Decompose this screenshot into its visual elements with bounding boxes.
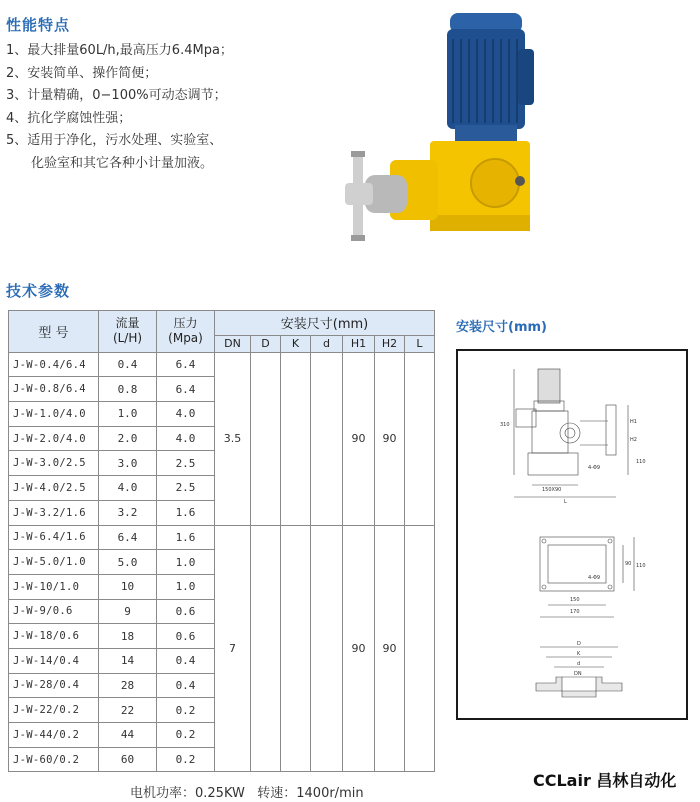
cell-model: J-W-3.2/1.6 <box>9 500 99 525</box>
cell-l <box>405 352 435 525</box>
pump-product-image <box>335 5 535 255</box>
cell-model: J-W-9/0.6 <box>9 599 99 624</box>
cell-flow: 22 <box>99 698 157 723</box>
cell-flow: 14 <box>99 648 157 673</box>
spec-table-body <box>9 352 435 772</box>
cell-pressure: 6.4 <box>157 352 215 377</box>
cell-k <box>281 525 311 772</box>
features-list <box>6 40 233 175</box>
feature-item: 3、计量精确，0−100%可动态调节； <box>6 88 227 103</box>
specs-title: 技术参数 <box>6 282 71 300</box>
header-l: L <box>405 335 435 352</box>
cell-model: J-W-28/0.4 <box>9 673 99 698</box>
cell-flow: 9 <box>99 599 157 624</box>
cell-model: J-W-22/0.2 <box>9 698 99 723</box>
cell-pressure: 2.5 <box>157 476 215 501</box>
cell-pressure: 0.6 <box>157 624 215 649</box>
cell-flow: 3.0 <box>99 451 157 476</box>
header-h1: H1 <box>343 335 375 352</box>
motor-spec-footer: 电机功率：0.25KW 转速：1400r/min <box>130 786 364 801</box>
cell-flow: 5.0 <box>99 550 157 575</box>
inlet-valve <box>353 203 363 237</box>
cell-model: J-W-14/0.4 <box>9 648 99 673</box>
cell-model: J-W-0.8/6.4 <box>9 377 99 402</box>
plan-dim-110: 110 <box>636 563 646 569</box>
cell-pressure: 0.2 <box>157 723 215 748</box>
feature-item: 5、适用于净化，污水处理、实验室、 <box>6 133 223 148</box>
header-install: 安装尺寸(mm) <box>215 311 435 336</box>
cell-flow: 18 <box>99 624 157 649</box>
feature-item: 2、安装简单、操作简便； <box>6 65 158 81</box>
cell-d-lower <box>311 352 343 525</box>
feature-item: 4、抗化学腐蚀性强； <box>6 110 132 126</box>
cell-model: J-W-0.4/6.4 <box>9 352 99 377</box>
cell-h1: 90 <box>343 525 375 772</box>
cell-pressure: 0.2 <box>157 747 215 772</box>
cell-model: J-W-6.4/1.6 <box>9 525 99 550</box>
cell-flow: 0.4 <box>99 352 157 377</box>
plan-dim-150: 150 <box>570 597 580 603</box>
cell-flow: 6.4 <box>99 525 157 550</box>
table-row <box>9 352 435 377</box>
dim-h1: H1 <box>630 419 637 425</box>
cell-pressure: 6.4 <box>157 377 215 402</box>
plan-dim-170: 170 <box>570 609 580 615</box>
plan-dim-90: 90 <box>625 561 632 567</box>
cell-model: J-W-60/0.2 <box>9 747 99 772</box>
flange-view <box>536 641 622 697</box>
cell-dn: 7 <box>215 525 251 772</box>
pump-base <box>430 215 530 231</box>
cell-flow: 28 <box>99 673 157 698</box>
cell-flow: 60 <box>99 747 157 772</box>
cell-pressure: 0.6 <box>157 599 215 624</box>
cell-pressure: 2.5 <box>157 451 215 476</box>
cell-model: J-W-10/1.0 <box>9 574 99 599</box>
cell-pressure: 1.0 <box>157 550 215 575</box>
cell-model: J-W-2.0/4.0 <box>9 426 99 451</box>
dim-base: 150X90 <box>542 487 562 493</box>
cell-flow: 1.0 <box>99 402 157 427</box>
cell-pressure: 0.4 <box>157 648 215 673</box>
header-model: 型 号 <box>9 311 99 353</box>
flange-dim-d-upper: D <box>577 641 581 647</box>
header-flow: 流量 (L/H) <box>99 311 157 353</box>
header-k: K <box>281 335 311 352</box>
drawing-title: 安装尺寸(mm) <box>456 320 547 335</box>
dim-l: L <box>564 499 567 505</box>
cell-model: J-W-18/0.6 <box>9 624 99 649</box>
motor-flange <box>455 125 517 143</box>
header-h2: H2 <box>375 335 405 352</box>
cell-l <box>405 525 435 772</box>
cell-model: J-W-44/0.2 <box>9 723 99 748</box>
side-view <box>500 369 646 505</box>
header-d-upper: D <box>251 335 281 352</box>
cell-model: J-W-4.0/2.5 <box>9 476 99 501</box>
flange-dim-dn: DN <box>574 671 582 677</box>
terminal-box <box>518 49 534 105</box>
cell-pressure: 0.4 <box>157 673 215 698</box>
header-d-lower: d <box>311 335 343 352</box>
cell-dn: 3.5 <box>215 352 251 525</box>
cell-h2: 90 <box>375 352 405 525</box>
plan-view <box>540 537 646 617</box>
features-title: 性能特点 <box>6 16 71 34</box>
cell-d-lower <box>311 525 343 772</box>
cell-pressure: 1.6 <box>157 525 215 550</box>
cell-flow: 2.0 <box>99 426 157 451</box>
cell-pressure: 4.0 <box>157 426 215 451</box>
cell-h1: 90 <box>343 352 375 525</box>
cell-d-upper <box>251 352 281 525</box>
cell-flow: 44 <box>99 723 157 748</box>
spec-table <box>8 310 435 772</box>
feature-item: 1、最大排量60L/h,最高压力6.4Mpa； <box>6 43 233 58</box>
cell-flow: 10 <box>99 574 157 599</box>
plan-dim-hole: 4-Φ9 <box>588 575 601 581</box>
header-pressure: 压力 (Mpa) <box>157 311 215 353</box>
table-row <box>9 525 435 550</box>
outlet-valve <box>353 155 363 185</box>
cell-flow: 3.2 <box>99 500 157 525</box>
cell-d-upper <box>251 525 281 772</box>
cell-flow: 4.0 <box>99 476 157 501</box>
dim-h2: H2 <box>630 437 637 443</box>
dim-110: 110 <box>636 459 646 465</box>
cell-model: J-W-5.0/1.0 <box>9 550 99 575</box>
cell-h2: 90 <box>375 525 405 772</box>
cell-pressure: 0.2 <box>157 698 215 723</box>
dim-310: 310 <box>500 422 510 428</box>
drawing-frame <box>456 349 688 720</box>
gearbox-cover <box>471 159 519 207</box>
feature-item: 化验室和其它各种小计量加液。 <box>31 155 214 171</box>
dim-hole: 4-Φ9 <box>588 465 601 471</box>
cell-model: J-W-3.0/2.5 <box>9 451 99 476</box>
cell-pressure: 1.6 <box>157 500 215 525</box>
cell-flow: 0.8 <box>99 377 157 402</box>
installation-drawing <box>458 351 686 718</box>
cell-pressure: 1.0 <box>157 574 215 599</box>
flange-dim-k: K <box>577 651 581 657</box>
brand-watermark: CCLair 昌林自动化 <box>533 771 677 790</box>
cell-k <box>281 352 311 525</box>
header-dn: DN <box>215 335 251 352</box>
flange-dim-d-lower: d <box>577 661 581 667</box>
cell-pressure: 4.0 <box>157 402 215 427</box>
cell-model: J-W-1.0/4.0 <box>9 402 99 427</box>
